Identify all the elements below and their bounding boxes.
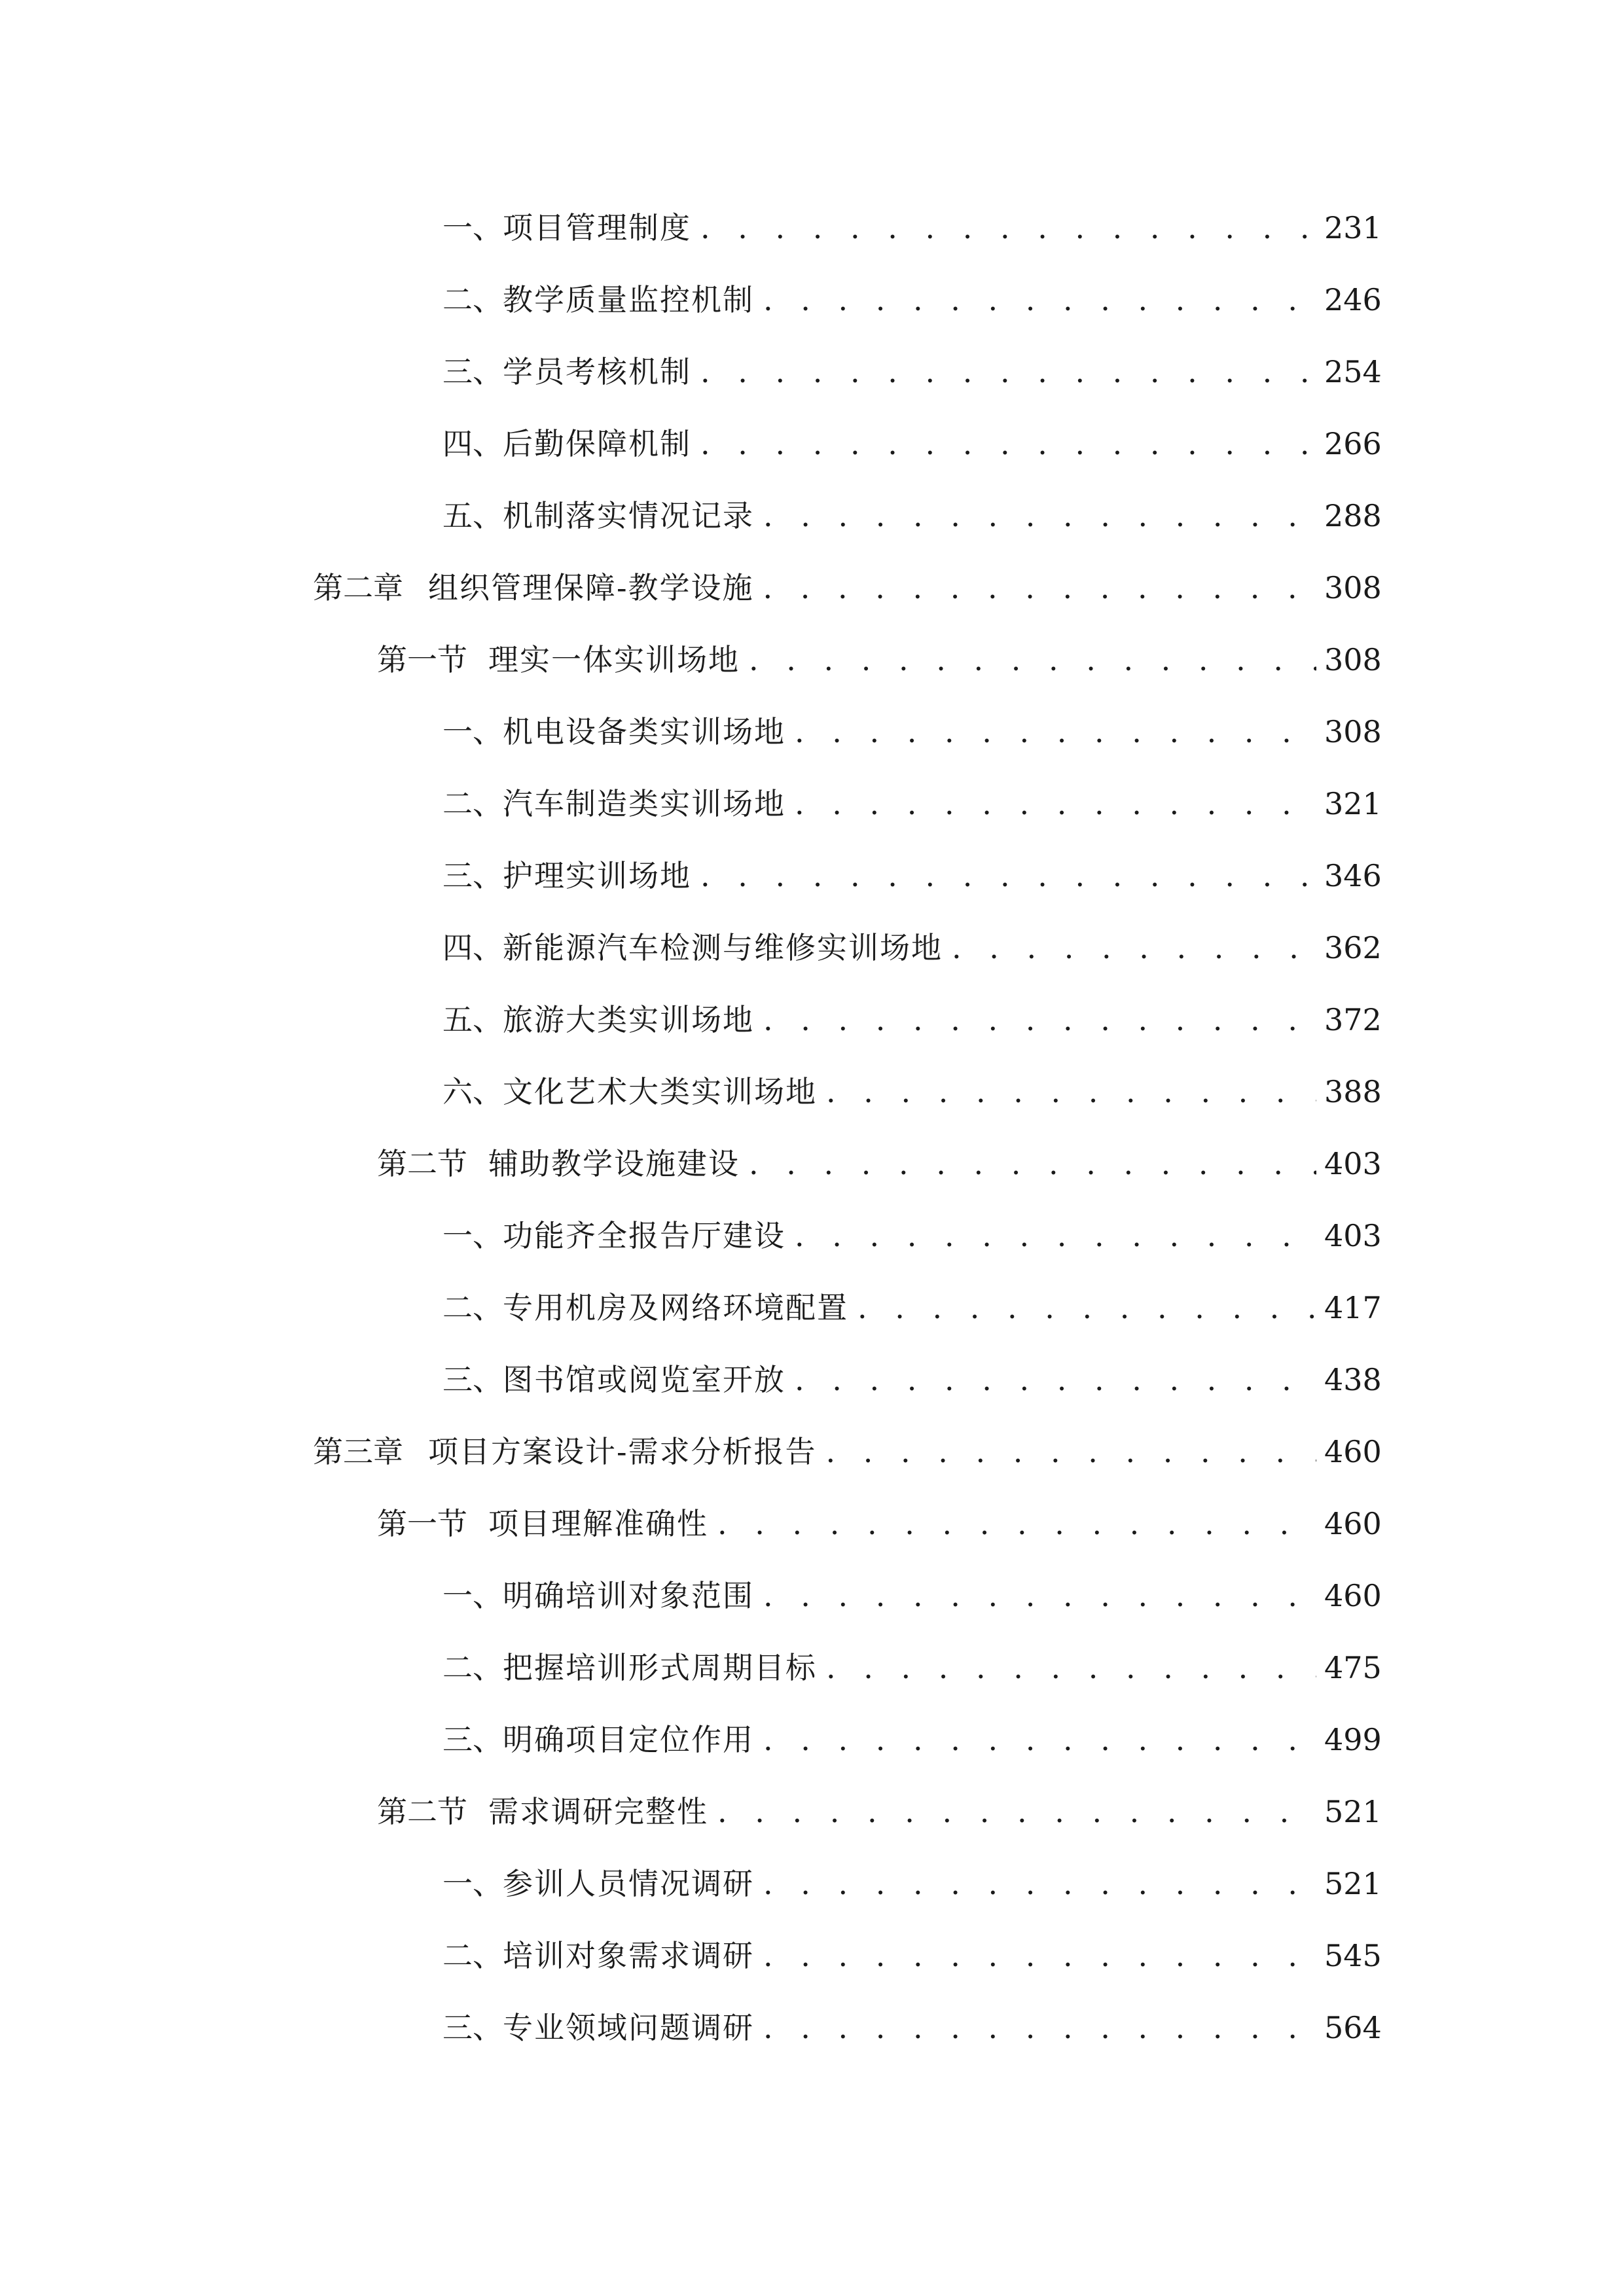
section-number: 第一节 (377, 1506, 467, 1541)
entry-number: 二、 (442, 1650, 503, 1685)
entry-page-number: 403 (1324, 1218, 1382, 1253)
dot-leader (749, 634, 1316, 686)
entry-page-number: 231 (1324, 210, 1382, 245)
entry-title: 项目管理制度 (503, 210, 691, 245)
toc-entry[interactable] (442, 1066, 1382, 1118)
entry-page-number: 308 (1324, 642, 1382, 677)
section-number: 第一节 (377, 642, 467, 677)
entry-title: 组织管理保障-教学设施 (428, 570, 754, 605)
entry-page-number: 388 (1324, 1074, 1382, 1109)
entry-title: 学员考核机制 (503, 354, 691, 389)
dot-leader (795, 1354, 1316, 1406)
toc-entry[interactable] (442, 994, 1382, 1046)
toc-entry-section[interactable] (377, 1498, 1382, 1550)
dot-leader (826, 1066, 1316, 1118)
entry-title: 项目方案设计-需求分析报告 (428, 1434, 817, 1469)
entry-page-number: 246 (1324, 282, 1382, 317)
toc-entry-section[interactable] (377, 634, 1382, 686)
entry-number: 一、 (442, 714, 503, 749)
entry-page-number: 308 (1324, 714, 1382, 749)
dot-leader (700, 202, 1316, 254)
entry-page-number: 403 (1324, 1146, 1382, 1181)
dot-leader (763, 1570, 1316, 1622)
entry-page-number: 362 (1324, 930, 1382, 965)
entry-number: 二、 (442, 282, 503, 317)
dot-leader (700, 346, 1316, 398)
entry-title: 专用机房及网络环境配置 (503, 1290, 848, 1325)
dot-leader (749, 1138, 1316, 1190)
entry-number: 一、 (442, 1578, 503, 1613)
toc-entry[interactable] (442, 346, 1382, 398)
entry-title: 汽车制造类实训场地 (503, 786, 785, 821)
toc-entry-section[interactable] (377, 1785, 1382, 1838)
entry-title: 培训对象需求调研 (503, 1938, 754, 1973)
dot-leader (795, 778, 1316, 830)
entry-title: 理实一体实训场地 (488, 642, 740, 677)
entry-page-number: 254 (1324, 354, 1382, 389)
toc-entry[interactable] (442, 778, 1382, 830)
entry-number: 一、 (442, 210, 503, 245)
entry-page-number: 475 (1324, 1650, 1382, 1685)
section-number: 第二节 (377, 1146, 467, 1181)
entry-title: 机电设备类实训场地 (503, 714, 785, 749)
entry-page-number: 521 (1324, 1794, 1382, 1829)
entry-title: 明确培训对象范围 (503, 1578, 754, 1613)
entry-number: 三、 (442, 354, 503, 389)
toc-entry[interactable] (442, 274, 1382, 326)
toc-entry[interactable] (442, 1282, 1382, 1334)
entry-title: 功能齐全报告厅建设 (503, 1218, 785, 1253)
entry-number: 三、 (442, 1722, 503, 1757)
entry-title: 图书馆或阅览室开放 (503, 1362, 785, 1397)
entry-title: 辅助教学设施建设 (488, 1146, 740, 1181)
toc-entry[interactable] (442, 1210, 1382, 1262)
dot-leader (857, 1282, 1316, 1334)
entry-title: 旅游大类实训场地 (503, 1002, 754, 1037)
toc-entry[interactable] (442, 1929, 1382, 1982)
entry-number: 六、 (442, 1074, 503, 1109)
entry-title: 参训人员情况调研 (503, 1866, 754, 1901)
entry-page-number: 564 (1324, 2010, 1382, 2045)
dot-leader (952, 922, 1316, 974)
entry-number: 四、 (442, 930, 503, 965)
dot-leader (795, 1210, 1316, 1262)
entry-title: 机制落实情况记录 (503, 498, 754, 533)
entry-page-number: 545 (1324, 1938, 1382, 1973)
dot-leader (700, 418, 1316, 470)
entry-page-number: 460 (1324, 1506, 1382, 1541)
entry-page-number: 460 (1324, 1434, 1382, 1469)
entry-title: 专业领域问题调研 (503, 2010, 754, 2045)
toc-entry[interactable] (442, 1713, 1382, 1766)
entry-number: 二、 (442, 786, 503, 821)
toc-entry[interactable] (442, 418, 1382, 470)
entry-title: 明确项目定位作用 (503, 1722, 754, 1757)
chapter-number: 第三章 (313, 1434, 403, 1469)
toc-entry[interactable] (442, 202, 1382, 254)
section-number: 第二节 (377, 1794, 467, 1829)
toc-entry[interactable] (442, 490, 1382, 542)
dot-leader (763, 2001, 1316, 2054)
entry-page-number: 321 (1324, 786, 1382, 821)
entry-page-number: 499 (1324, 1722, 1382, 1757)
entry-page-number: 308 (1324, 570, 1382, 605)
entry-number: 三、 (442, 1362, 503, 1397)
dot-leader (700, 850, 1316, 902)
entry-title: 后勤保障机制 (503, 426, 691, 461)
entry-number: 五、 (442, 498, 503, 533)
entry-number: 一、 (442, 1866, 503, 1901)
entry-number: 一、 (442, 1218, 503, 1253)
entry-title: 项目理解准确性 (488, 1506, 708, 1541)
entry-page-number: 346 (1324, 858, 1382, 893)
entry-number: 二、 (442, 1938, 503, 1973)
entry-page-number: 438 (1324, 1362, 1382, 1397)
toc-entry[interactable] (442, 706, 1382, 758)
dot-leader (717, 1498, 1316, 1550)
entry-page-number: 372 (1324, 1002, 1382, 1037)
entry-number: 三、 (442, 2010, 503, 2045)
toc-entry-chapter[interactable] (313, 1426, 1382, 1478)
dot-leader (763, 274, 1316, 326)
entry-page-number: 288 (1324, 498, 1382, 533)
toc-entry-section[interactable] (377, 1138, 1382, 1190)
dot-leader (763, 1713, 1316, 1766)
toc-entry[interactable] (442, 1570, 1382, 1622)
entry-page-number: 417 (1324, 1290, 1382, 1325)
dot-leader (795, 706, 1316, 758)
dot-leader (763, 1929, 1316, 1982)
toc-entry[interactable] (442, 922, 1382, 974)
entry-title: 教学质量监控机制 (503, 282, 754, 317)
entry-title: 文化艺术大类实训场地 (503, 1074, 817, 1109)
dot-leader (763, 1857, 1316, 1910)
dot-leader (763, 562, 1316, 614)
toc-entry[interactable] (442, 1354, 1382, 1406)
toc-entry[interactable] (442, 1857, 1382, 1910)
entry-number: 四、 (442, 426, 503, 461)
dot-leader (717, 1785, 1316, 1838)
dot-leader (826, 1426, 1316, 1478)
entry-title: 需求调研完整性 (488, 1794, 708, 1829)
entry-page-number: 266 (1324, 426, 1382, 461)
entry-title: 把握培训形式周期目标 (503, 1650, 817, 1685)
dot-leader (763, 994, 1316, 1046)
entry-page-number: 460 (1324, 1578, 1382, 1613)
chapter-number: 第二章 (313, 570, 403, 605)
entry-number: 三、 (442, 858, 503, 893)
entry-number: 二、 (442, 1290, 503, 1325)
entry-page-number: 521 (1324, 1866, 1382, 1901)
entry-title: 新能源汽车检测与维修实训场地 (503, 930, 943, 965)
toc-entry-chapter[interactable] (313, 562, 1382, 614)
toc-entry[interactable] (442, 850, 1382, 902)
toc-entry[interactable] (442, 1641, 1382, 1694)
entry-title: 护理实训场地 (503, 858, 691, 893)
toc-entry[interactable] (442, 2001, 1382, 2054)
dot-leader (763, 490, 1316, 542)
entry-number: 五、 (442, 1002, 503, 1037)
dot-leader (826, 1641, 1316, 1694)
